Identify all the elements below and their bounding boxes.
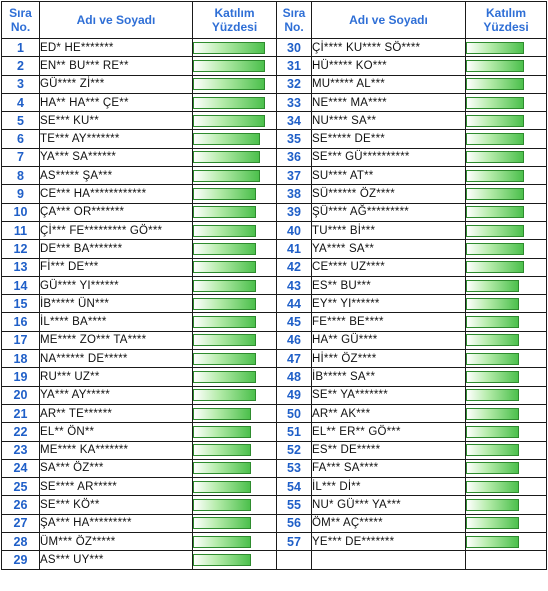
participation-bar <box>466 536 519 548</box>
person-name: YE*** DE******* <box>312 533 466 551</box>
person-name: AS*** UY*** <box>40 551 193 569</box>
participation-cell <box>193 57 277 75</box>
participation-bar <box>193 316 256 328</box>
table-row <box>2 350 547 368</box>
row-number: 51 <box>277 423 312 441</box>
person-name: TU**** Bİ*** <box>312 221 466 239</box>
row-number: 56 <box>277 514 312 532</box>
row-number: 24 <box>2 459 40 477</box>
participation-cell <box>466 276 547 294</box>
participation-cell <box>466 39 547 57</box>
participation-cell <box>466 57 547 75</box>
person-name: SE** YA******* <box>312 386 466 404</box>
table-row <box>2 112 547 130</box>
participation-cell <box>193 112 277 130</box>
row-number: 11 <box>2 221 40 239</box>
row-number: 46 <box>277 331 312 349</box>
header-no-left: Sıra No. <box>2 2 40 39</box>
person-name: ES** DE***** <box>312 441 466 459</box>
person-name: NE**** MA**** <box>312 93 466 111</box>
participation-cell <box>193 478 277 496</box>
participation-cell <box>466 130 547 148</box>
participation-cell <box>193 350 277 368</box>
participation-cell <box>466 313 547 331</box>
row-number: 10 <box>2 203 40 221</box>
participation-bar <box>466 499 519 511</box>
row-number: 49 <box>277 386 312 404</box>
participation-bar <box>193 499 251 511</box>
table-row <box>2 404 547 422</box>
table-row <box>2 496 547 514</box>
participation-cell <box>466 496 547 514</box>
participation-bar <box>466 444 519 456</box>
row-number: 37 <box>277 167 312 185</box>
participation-cell <box>193 185 277 203</box>
row-number: 48 <box>277 368 312 386</box>
participation-bar <box>193 151 260 163</box>
person-name: EL** ER** GÖ*** <box>312 423 466 441</box>
row-number: 13 <box>2 258 40 276</box>
participation-bar <box>466 188 524 200</box>
participation-bar <box>466 97 524 109</box>
row-number: 43 <box>277 276 312 294</box>
header-rate-left: Katılım Yüzdesi <box>193 2 277 39</box>
person-name: ÖM** AÇ***** <box>312 514 466 532</box>
participation-bar <box>466 206 524 218</box>
participation-bar <box>193 170 260 182</box>
table-row <box>2 276 547 294</box>
person-name: Çİ*** FE********* GÖ*** <box>40 221 193 239</box>
person-name: SÜ****** ÖZ**** <box>312 185 466 203</box>
participation-bar <box>466 353 519 365</box>
participation-cell <box>193 221 277 239</box>
table-row <box>2 331 547 349</box>
table-row <box>2 551 547 569</box>
person-name: HA** GÜ**** <box>312 331 466 349</box>
row-number: 47 <box>277 350 312 368</box>
row-number: 20 <box>2 386 40 404</box>
table-row <box>2 386 547 404</box>
row-number: 4 <box>2 93 40 111</box>
participation-cell <box>193 167 277 185</box>
row-number: 30 <box>277 39 312 57</box>
table-row <box>2 185 547 203</box>
person-name: YA*** AY***** <box>40 386 193 404</box>
participation-bar <box>193 206 256 218</box>
person-name: ME**** KA******* <box>40 441 193 459</box>
header-rate-right: Katılım Yüzdesi <box>466 2 547 39</box>
table-row <box>2 514 547 532</box>
person-name: EY** YI****** <box>312 295 466 313</box>
participation-bar <box>193 462 251 474</box>
table-row <box>2 57 547 75</box>
participation-bar <box>193 371 256 383</box>
table-row <box>2 240 547 258</box>
row-number <box>277 551 312 569</box>
participation-cell <box>466 185 547 203</box>
row-number: 15 <box>2 295 40 313</box>
person-name: SE**** AR***** <box>40 478 193 496</box>
participation-bar <box>193 353 256 365</box>
participation-bar <box>466 243 524 255</box>
table-row <box>2 221 547 239</box>
person-name: CE**** UZ**** <box>312 258 466 276</box>
participation-bar <box>193 133 260 145</box>
person-name: ŞA*** HA********* <box>40 514 193 532</box>
participation-cell <box>193 514 277 532</box>
participation-bar <box>466 280 519 292</box>
participation-cell <box>193 551 277 569</box>
row-number: 29 <box>2 551 40 569</box>
participation-bar <box>466 426 519 438</box>
participation-cell <box>193 441 277 459</box>
person-name: HÜ***** KO*** <box>312 57 466 75</box>
participation-bar <box>193 42 265 54</box>
row-number: 17 <box>2 331 40 349</box>
row-number: 21 <box>2 404 40 422</box>
person-name: İL*** Dİ** <box>312 478 466 496</box>
row-number: 22 <box>2 423 40 441</box>
person-name: ME**** ZO*** TA**** <box>40 331 193 349</box>
person-name: NU* GÜ*** YA*** <box>312 496 466 514</box>
participation-bar <box>466 481 519 493</box>
person-name: SU**** AT** <box>312 167 466 185</box>
participation-bar <box>193 444 251 456</box>
participation-cell <box>466 112 547 130</box>
person-name: NU**** SA** <box>312 112 466 130</box>
person-name: TE*** AY******* <box>40 130 193 148</box>
participation-cell <box>466 240 547 258</box>
participation-bar <box>193 426 251 438</box>
row-number: 18 <box>2 350 40 368</box>
person-name: FA*** SA**** <box>312 459 466 477</box>
participation-bar <box>466 298 519 310</box>
participation-cell <box>193 295 277 313</box>
table-row <box>2 533 547 551</box>
participation-bar <box>193 389 256 401</box>
participation-cell <box>193 203 277 221</box>
person-name: FE**** BE**** <box>312 313 466 331</box>
person-name: AS***** ŞA*** <box>40 167 193 185</box>
row-number: 55 <box>277 496 312 514</box>
participation-cell <box>193 459 277 477</box>
participation-bar <box>466 462 519 474</box>
participation-cell <box>466 478 547 496</box>
participation-cell <box>466 441 547 459</box>
participation-bar <box>193 334 256 346</box>
row-number: 26 <box>2 496 40 514</box>
person-name: EL** ÖN** <box>40 423 193 441</box>
participation-cell <box>193 331 277 349</box>
row-number: 3 <box>2 75 40 93</box>
participation-cell <box>193 258 277 276</box>
row-number: 34 <box>277 112 312 130</box>
participation-cell <box>193 39 277 57</box>
row-number: 53 <box>277 459 312 477</box>
table-row <box>2 313 547 331</box>
participation-cell <box>466 75 547 93</box>
participation-cell <box>466 533 547 551</box>
participation-bar <box>466 42 524 54</box>
person-name: GÜ**** Zİ*** <box>40 75 193 93</box>
row-number: 36 <box>277 148 312 166</box>
row-number: 31 <box>277 57 312 75</box>
participation-bar <box>193 408 251 420</box>
person-name: YA**** SA** <box>312 240 466 258</box>
participation-bar <box>466 408 519 420</box>
participation-cell <box>466 551 547 569</box>
participation-bar <box>466 371 519 383</box>
participation-bar <box>466 78 524 90</box>
participation-cell <box>466 203 547 221</box>
participation-cell <box>466 514 547 532</box>
person-name: RU*** UZ** <box>40 368 193 386</box>
participation-cell <box>193 368 277 386</box>
row-number: 39 <box>277 203 312 221</box>
participation-cell <box>466 148 547 166</box>
participation-bar <box>193 261 256 273</box>
person-name: ES** BU*** <box>312 276 466 294</box>
participation-cell <box>466 93 547 111</box>
person-name: GÜ**** YI****** <box>40 276 193 294</box>
row-number: 9 <box>2 185 40 203</box>
row-number: 12 <box>2 240 40 258</box>
row-number: 27 <box>2 514 40 532</box>
person-name: ÜM*** ÖZ***** <box>40 533 193 551</box>
row-number: 6 <box>2 130 40 148</box>
participation-bar <box>466 115 524 127</box>
participation-cell <box>466 331 547 349</box>
row-number: 25 <box>2 478 40 496</box>
participation-cell <box>193 423 277 441</box>
participation-bar <box>193 554 251 566</box>
participation-bar <box>193 536 251 548</box>
table-row <box>2 258 547 276</box>
person-name: SE*** GÜ********** <box>312 148 466 166</box>
attendance-table <box>1 1 547 570</box>
participation-bar <box>193 78 265 90</box>
participation-bar <box>193 97 265 109</box>
row-number: 45 <box>277 313 312 331</box>
participation-cell <box>466 368 547 386</box>
row-number: 57 <box>277 533 312 551</box>
participation-bar <box>466 334 519 346</box>
participation-cell <box>466 459 547 477</box>
row-number: 5 <box>2 112 40 130</box>
row-number: 54 <box>277 478 312 496</box>
participation-cell <box>466 221 547 239</box>
person-name: SE*** KU** <box>40 112 193 130</box>
row-number: 50 <box>277 404 312 422</box>
participation-cell <box>193 533 277 551</box>
person-name: ÇA*** OR******* <box>40 203 193 221</box>
table-row <box>2 295 547 313</box>
row-number: 52 <box>277 441 312 459</box>
participation-bar <box>466 225 524 237</box>
header-name-right: Adı ve Soyadı <box>312 2 466 39</box>
person-name: HA** HA*** ÇE** <box>40 93 193 111</box>
table-row <box>2 75 547 93</box>
table-row <box>2 368 547 386</box>
table-row <box>2 203 547 221</box>
participation-bar <box>466 170 524 182</box>
participation-cell <box>193 496 277 514</box>
participation-cell <box>466 295 547 313</box>
participation-cell <box>193 313 277 331</box>
person-name: DE*** BA******* <box>40 240 193 258</box>
participation-bar <box>193 60 265 72</box>
participation-bar <box>193 481 251 493</box>
participation-bar <box>193 298 256 310</box>
row-number: 32 <box>277 75 312 93</box>
row-number: 35 <box>277 130 312 148</box>
participation-cell <box>193 240 277 258</box>
person-name: AR** AK*** <box>312 404 466 422</box>
participation-cell <box>466 423 547 441</box>
row-number: 19 <box>2 368 40 386</box>
participation-bar <box>466 261 524 273</box>
table-row <box>2 459 547 477</box>
participation-cell <box>193 404 277 422</box>
participation-bar <box>466 151 524 163</box>
person-name: SE***** DE*** <box>312 130 466 148</box>
person-name: ŞÜ**** AĞ********* <box>312 203 466 221</box>
row-number: 1 <box>2 39 40 57</box>
person-name: AR** TE****** <box>40 404 193 422</box>
row-number: 2 <box>2 57 40 75</box>
person-name: İL**** BA**** <box>40 313 193 331</box>
header-no-right: Sıra No. <box>277 2 312 39</box>
row-number: 44 <box>277 295 312 313</box>
person-name: Çİ**** KU**** SÖ**** <box>312 39 466 57</box>
participation-cell <box>193 130 277 148</box>
participation-bar <box>193 115 265 127</box>
person-name <box>312 551 466 569</box>
person-name: SE*** KÖ** <box>40 496 193 514</box>
participation-cell <box>466 404 547 422</box>
table-row <box>2 167 547 185</box>
participation-cell <box>466 350 547 368</box>
participation-cell <box>193 93 277 111</box>
table-row <box>2 441 547 459</box>
row-number: 42 <box>277 258 312 276</box>
person-name: Fİ*** DE*** <box>40 258 193 276</box>
person-name: NA****** DE***** <box>40 350 193 368</box>
row-number: 14 <box>2 276 40 294</box>
table-row <box>2 130 547 148</box>
table-row <box>2 148 547 166</box>
row-number: 16 <box>2 313 40 331</box>
row-number: 28 <box>2 533 40 551</box>
participation-cell <box>466 258 547 276</box>
person-name: CE*** HA************ <box>40 185 193 203</box>
table-row <box>2 423 547 441</box>
header-name-left: Adı ve Soyadı <box>40 2 193 39</box>
participation-cell <box>193 75 277 93</box>
row-number: 7 <box>2 148 40 166</box>
participation-bar <box>466 60 524 72</box>
participation-cell <box>193 386 277 404</box>
row-number: 38 <box>277 185 312 203</box>
row-number: 8 <box>2 167 40 185</box>
participation-bar <box>466 133 524 145</box>
participation-bar <box>466 517 519 529</box>
participation-bar <box>466 389 519 401</box>
person-name: İB***** ÜN*** <box>40 295 193 313</box>
person-name: Hİ*** ÖZ**** <box>312 350 466 368</box>
row-number: 41 <box>277 240 312 258</box>
row-number: 33 <box>277 93 312 111</box>
table-row <box>2 39 547 57</box>
table-row <box>2 478 547 496</box>
row-number: 23 <box>2 441 40 459</box>
header-row <box>2 2 547 39</box>
participation-bar <box>193 225 256 237</box>
participation-cell <box>193 276 277 294</box>
person-name: YA*** SA****** <box>40 148 193 166</box>
participation-bar <box>193 243 256 255</box>
participation-cell <box>193 148 277 166</box>
person-name: SA*** ÖZ*** <box>40 459 193 477</box>
person-name: MU***** AL*** <box>312 75 466 93</box>
person-name: İB***** SA** <box>312 368 466 386</box>
row-number: 40 <box>277 221 312 239</box>
participation-bar <box>193 280 256 292</box>
participation-bar <box>193 517 251 529</box>
participation-bar <box>193 188 256 200</box>
person-name: ED* HE******* <box>40 39 193 57</box>
person-name: EN** BU*** RE** <box>40 57 193 75</box>
participation-cell <box>466 167 547 185</box>
table-row <box>2 93 547 111</box>
participation-cell <box>466 386 547 404</box>
participation-bar <box>466 316 519 328</box>
